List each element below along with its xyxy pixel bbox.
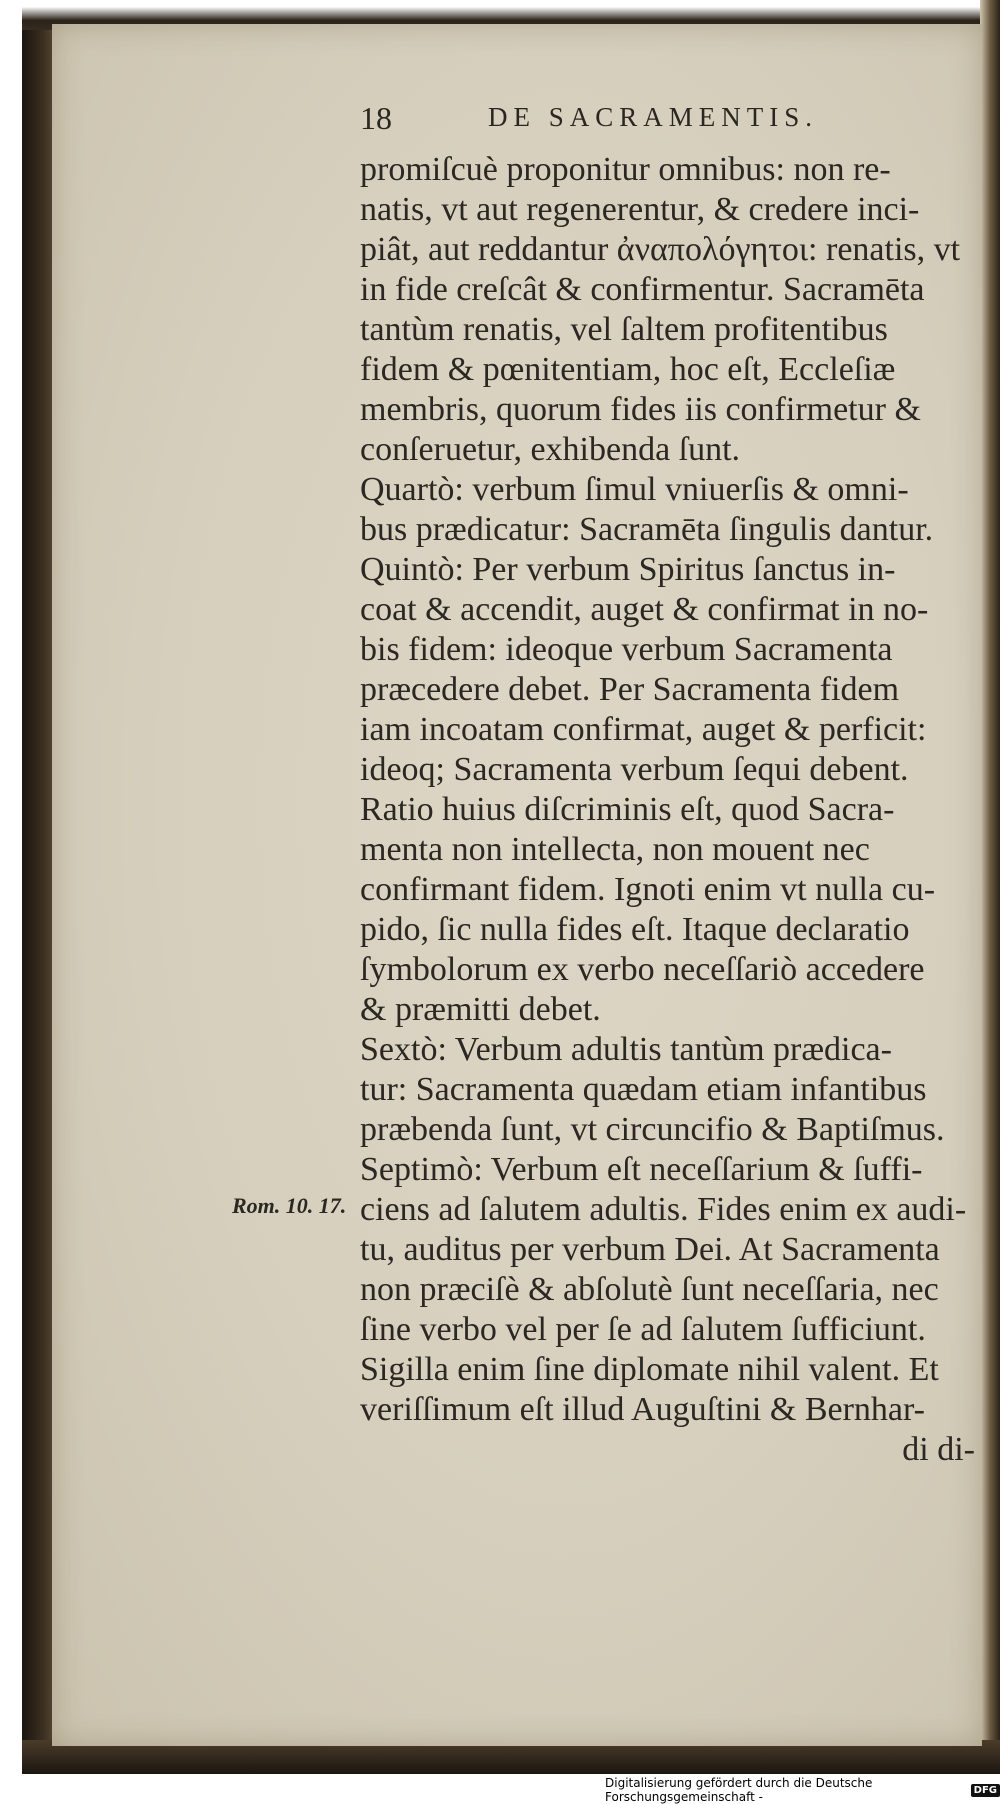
text-line: Quartò: verbum ſimul vniuerſis & omni- (360, 471, 909, 508)
dfg-logo-icon: DFG (971, 1784, 1000, 1797)
text-line: & præmitti debet. (360, 991, 601, 1028)
text-line: confirmant fidem. Ignoti enim vt nulla cu- (360, 871, 936, 908)
text-line: pido, ſic nulla fides eſt. Itaque declaratio (360, 911, 910, 948)
text-line: coat & accendit, auget & confirmat in no- (360, 591, 929, 628)
text-line: Sigilla enim ſine diplomate nihil valent. Et (360, 1351, 939, 1388)
text-line: iam incoatam confirmat, auget & perficit: (360, 711, 927, 748)
text-line: non præciſè & abſolutè ſunt neceſſaria, nec (360, 1271, 939, 1308)
text-line: Ratio huius diſcriminis eſt, quod Sacra- (360, 791, 895, 828)
text-line: tu, auditus per verbum Dei. At Sacramenta (360, 1231, 940, 1268)
text-line: menta non intellecta, non mouent nec (360, 831, 870, 868)
text-line: ſine verbo vel per ſe ad ſalutem ſufficiunt. (360, 1311, 926, 1348)
catchword: di di- (902, 1431, 975, 1468)
text-line: præcedere debet. Per Sacramenta fidem (360, 671, 900, 708)
text-line: ciens ad ſalutem adultis. Fides enim ex audi- (360, 1191, 967, 1228)
text-line: bus prædicatur: Sacramēta ſingulis dantur. (360, 511, 934, 548)
body-text (360, 150, 985, 1470)
text-line: conſeruetur, exhibenda ſunt. (360, 431, 741, 468)
footer-credit: Digitalisierung gefördert durch die Deutsche Forschungsgemeinschaft - (605, 1776, 873, 1804)
running-title: DE SACRAMENTIS. (488, 102, 819, 132)
text-line: ſymbolorum ex verbo neceſſariò accedere (360, 951, 925, 988)
book-binding-left (22, 30, 56, 1760)
text-line: in fide creſcât & confirmentur. Sacramēta (360, 271, 925, 308)
text-line: promiſcuè proponitur omnibus: non re- (360, 151, 891, 188)
text-line: ideoq; Sacramenta verbum ſequi debent. (360, 751, 909, 788)
page-header (360, 100, 980, 144)
digitization-footer (605, 1776, 1000, 1804)
margin-note-reference: Rom. 10. 17. (232, 1193, 347, 1218)
text-line: membris, quorum fides iis confirmetur & (360, 391, 921, 428)
text-line: fidem & pœnitentiam, hoc eſt, Eccleſiæ (360, 351, 896, 388)
text-line: veriſſimum eſt illud Auguſtini & Bernhar- (360, 1391, 925, 1428)
text-line: Septimò: Verbum eſt neceſſarium & ſuffi- (360, 1151, 923, 1188)
page-number: 18 (360, 100, 392, 136)
text-line: Quintò: Per verbum Spiritus ſanctus in- (360, 551, 896, 588)
text-line: Sextò: Verbum adultis tantùm prædica- (360, 1031, 892, 1068)
text-line: tantùm renatis, vel ſaltem profitentibus (360, 311, 888, 348)
text-line: præbenda ſunt, vt circuncifio & Baptiſmus. (360, 1111, 945, 1148)
text-line: tur: Sacramenta quædam etiam infantibus (360, 1071, 927, 1108)
text-line: bis fidem: ideoque verbum Sacramenta (360, 631, 893, 668)
text-line: natis, vt aut regenerentur, & credere inci- (360, 191, 920, 228)
text-line: piât, aut reddantur ἀναπολόγητοι: renatis, vt (360, 231, 961, 268)
